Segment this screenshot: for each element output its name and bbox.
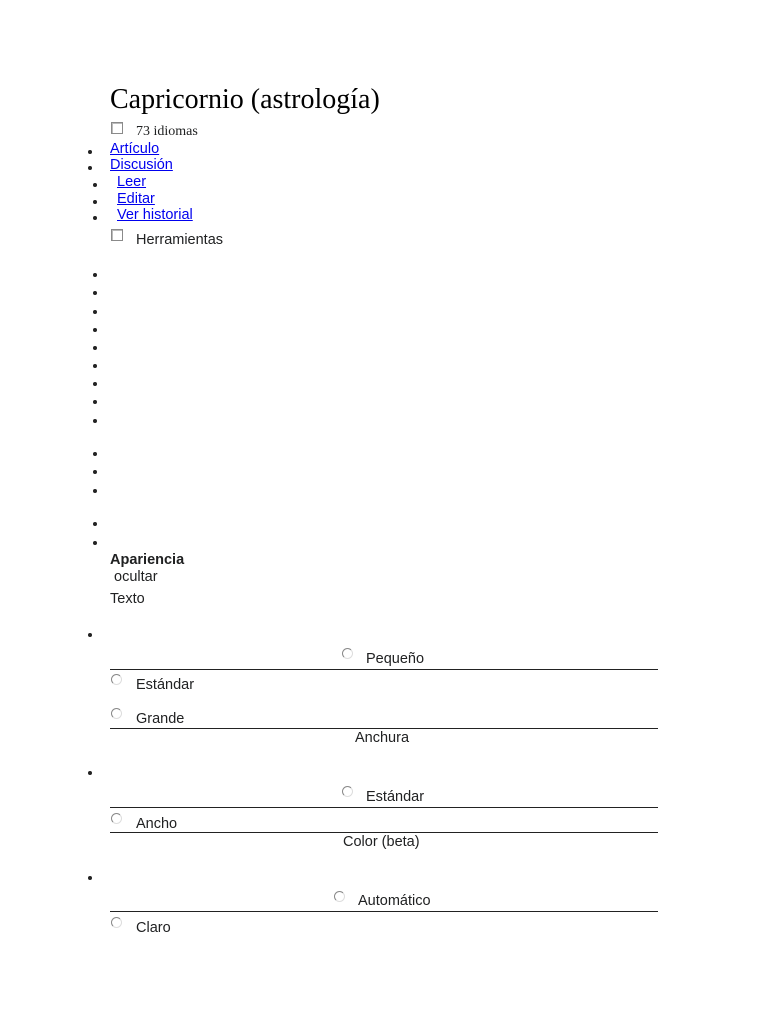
list-bullet [93,489,97,493]
color-light-label[interactable]: Claro [136,920,171,936]
tools-checkbox[interactable] [111,229,123,241]
text-small-radio[interactable] [342,648,353,659]
tab-history[interactable]: Ver historial [117,207,193,223]
divider [110,911,658,912]
text-standard-radio[interactable] [111,674,122,685]
list-bullet [88,771,92,775]
tab-article[interactable]: Artículo [110,141,160,157]
languages-label[interactable]: 73 idiomas [136,124,198,139]
list-bullet [93,452,97,456]
list-bullet [93,273,97,277]
list-bullet [93,419,97,423]
text-standard-label[interactable]: Estándar [136,677,195,693]
list-bullet [93,346,97,350]
tools-label[interactable]: Herramientas [136,232,224,248]
color-label: Color (beta) [343,834,420,850]
text-large-label[interactable]: Grande [136,711,185,727]
width-label: Anchura [355,730,410,746]
tab-read[interactable]: Leer [117,174,147,190]
list-bullet [93,310,97,314]
tab-edit[interactable]: Editar [117,191,155,207]
appearance-hide-button[interactable]: ocultar [114,569,158,585]
text-size-label: Texto [110,591,145,607]
width-wide-label[interactable]: Ancho [136,816,178,832]
list-bullet [93,364,97,368]
list-bullet [93,291,97,295]
width-standard-radio[interactable] [342,786,353,797]
list-bullet [93,400,97,404]
list-bullet [88,150,92,154]
divider [110,832,658,833]
list-bullet [93,382,97,386]
color-light-radio[interactable] [111,917,122,928]
text-small-label[interactable]: Pequeño [366,651,425,667]
list-bullet [93,541,97,545]
list-bullet [93,200,97,204]
appearance-heading: Apariencia [110,552,185,568]
divider [110,728,658,729]
list-bullet [88,876,92,880]
width-wide-radio[interactable] [111,813,122,824]
divider [110,669,658,670]
color-auto-label[interactable]: Automático [358,893,431,909]
tab-discussion[interactable]: Discusión [110,157,173,173]
color-auto-radio[interactable] [334,891,345,902]
list-bullet [93,522,97,526]
list-bullet [93,470,97,474]
width-standard-label[interactable]: Estándar [366,789,425,805]
page-title: Capricornio (astrología) [110,84,380,115]
list-bullet [93,183,97,187]
list-bullet [88,633,92,637]
list-bullet [88,166,92,170]
text-large-radio[interactable] [111,708,122,719]
list-bullet [93,216,97,220]
list-bullet [93,328,97,332]
languages-checkbox[interactable] [111,122,123,134]
divider [110,807,658,808]
